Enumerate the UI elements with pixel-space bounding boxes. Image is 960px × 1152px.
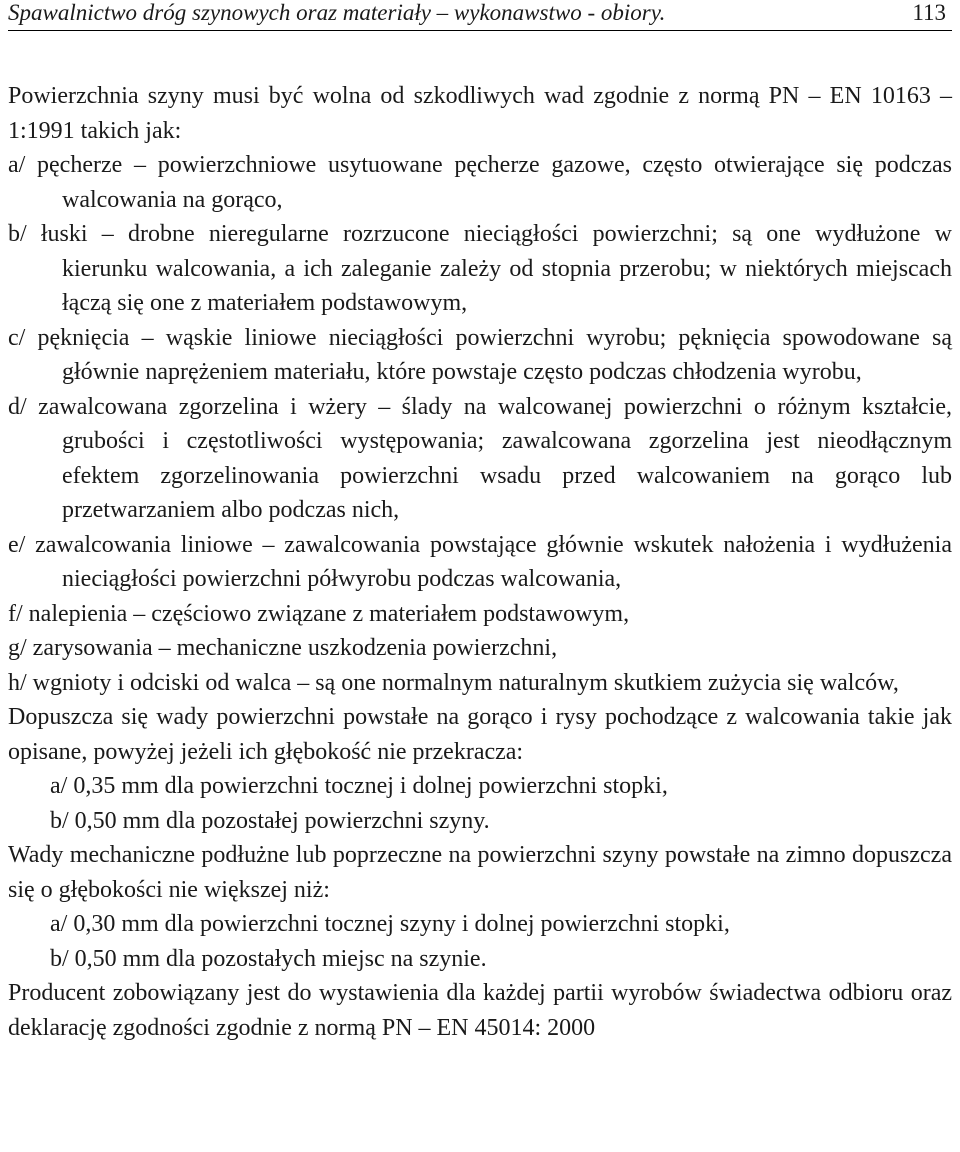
hot-limit-item: a/ 0,35 mm dla powierzchni tocznej i dolnej powierzchni stopki,: [50, 773, 668, 799]
defect-item-adhesions: f/ nalepienia – częściowo związane z materiałem podstawowym,: [8, 600, 630, 627]
defect-item-scales: b/ łuski – drobne nieregularne rozrzucone nieciągłości powierzchni; są one wydłużone w kierunku walcowania, a ich zaleganie zależy od stopnia przerobu; w niektórych miejscach łączą się one z materiałem podstawowym,: [8, 221, 952, 316]
defect-item-roll-marks: h/ wgnioty i odciski od walca – są one normalnym naturalnym skutkiem zużycia się walców,: [8, 669, 899, 696]
defect-list: [8, 148, 952, 700]
mechanical-defects-paragraph: Wady mechaniczne podłużne lub poprzeczne na powierzchni szyny powstałe na zimno dopuszcza się o głębokości nie większej niż:: [8, 842, 952, 903]
defect-item-rolled-scale: d/ zawalcowana zgorzelina i wżery – ślady na walcowanej powierzchni o różnym kształcie, grubości i częstotliwości występowania; zawalcowana zgorzelina jest nieodłącznym efektem zgorzelinowania powierzchni wsadu przed walcowaniem na gorąco lub przetwarzaniem albo podczas nich,: [8, 393, 952, 523]
page-header: [8, 0, 952, 31]
closing-paragraph: Producent zobowiązany jest do wystawienia dla każdej partii wyrobów świadectwa odbioru oraz deklarację zgodności zgodnie z normą PN – EN 45014: 2000: [8, 980, 952, 1041]
defect-item-blisters: a/ pęcherze – powierzchniowe usytuowane pęcherze gazowe, często otwierające się podczas walcowania na gorąco,: [8, 152, 952, 213]
defect-item-cracks: c/ pęknięcia – wąskie liniowe nieciągłości powierzchni wyrobu; pęknięcia spowodowane są głównie naprężeniem materiału, które powstaje często podczas chłodzenia wyrobu,: [8, 324, 952, 385]
defect-item-linear-laps: e/ zawalcowania liniowe – zawalcowania powstające głównie wskutek nałożenia i wydłużenia nieciągłości powierzchni półwyrobu podczas walcowania,: [8, 531, 952, 592]
hot-limit-item: b/ 0,50 mm dla pozostałej powierzchni szyny.: [50, 807, 490, 834]
defect-item-scratches: g/ zarysowania – mechaniczne uszkodzenia powierzchni,: [8, 635, 558, 661]
intro-paragraph: Powierzchnia szyny musi być wolna od szkodliwych wad zgodnie z normą PN – EN 10163 – 1:1991 takich jak:: [8, 83, 952, 144]
mechanical-limit-item: a/ 0,30 mm dla powierzchni tocznej szyny i dolnej powierzchni stopki,: [50, 911, 730, 937]
running-title: Spawalnictwo dróg szynowych oraz materiały – wykonawstwo - obiory.: [8, 0, 666, 25]
page-number: 113: [912, 0, 946, 25]
page-body: [8, 79, 952, 1045]
mechanical-limit-item: b/ 0,50 mm dla pozostałych miejsc na szynie.: [50, 945, 487, 972]
hot-defects-paragraph: Dopuszcza się wady powierzchni powstałe na gorąco i rysy pochodzące z walcowania takie jak opisane, powyżej jeżeli ich głębokość nie przekracza:: [8, 704, 952, 765]
